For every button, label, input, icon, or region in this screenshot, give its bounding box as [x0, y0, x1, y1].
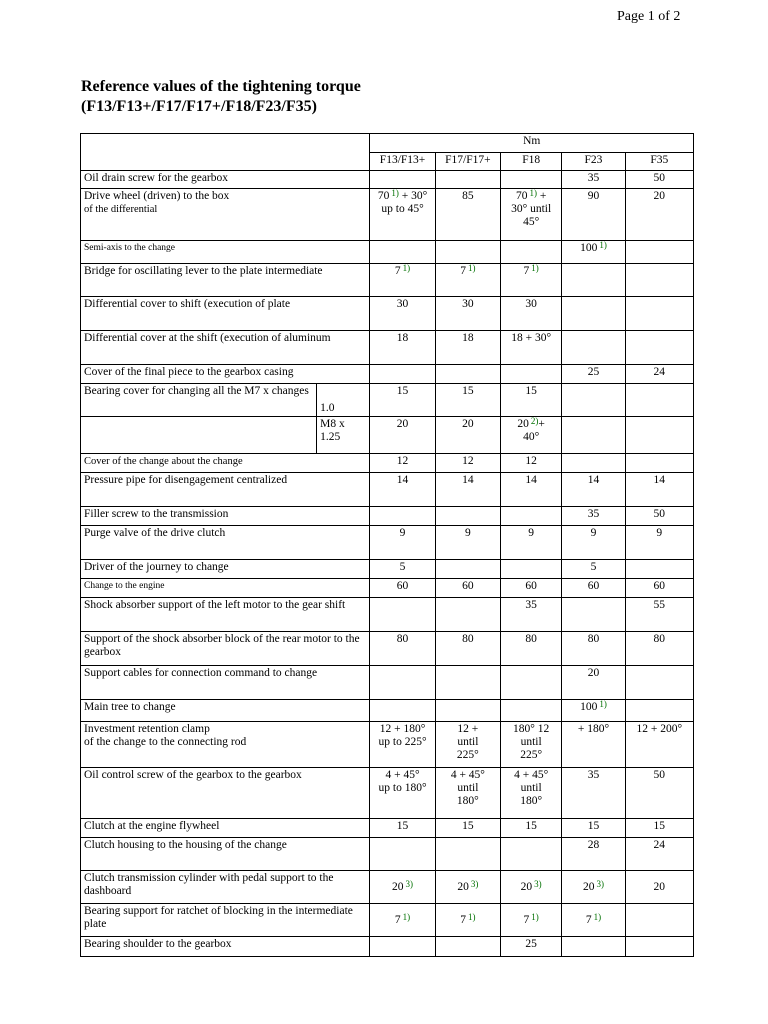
value-f17: 60	[435, 579, 500, 598]
table-row	[81, 507, 694, 526]
value-f35: 15	[625, 819, 693, 838]
value-f18: 4 + 45° until 180°	[501, 768, 562, 819]
value-f23: 100 $^{1)}$	[562, 241, 625, 264]
value-f18: 80	[501, 632, 562, 666]
value-f35: 50	[625, 768, 693, 819]
torque-table	[80, 133, 694, 957]
table-row	[81, 384, 694, 417]
value-f18: 15	[501, 819, 562, 838]
table-row	[81, 454, 694, 473]
table-row	[81, 904, 694, 937]
value-f17: 12	[435, 454, 500, 473]
value-f18: 12	[501, 454, 562, 473]
value-f18: 9	[501, 526, 562, 560]
page-number: Page 1 of 2	[617, 9, 681, 24]
value-f13: 20	[370, 417, 435, 454]
value-f13: 30	[370, 297, 435, 331]
value-f17: 85	[435, 189, 500, 241]
title-line-1: Reference values of the tightening torque	[81, 78, 361, 95]
value-f13: 4 + 45° up to 180°	[370, 768, 435, 819]
value-f18: 20 $^{3)}$	[501, 871, 562, 904]
row-spec: 1.0	[317, 384, 370, 417]
value-f23: 80	[562, 632, 625, 666]
title-line-2: (F13/F13+/F17/F17+/F18/F23/F35)	[81, 98, 317, 115]
value-f18: 25	[501, 937, 562, 957]
table-row	[81, 189, 694, 241]
value-f13: 7 $^{1)}$	[370, 904, 435, 937]
row-description: Cover of the change about the change	[81, 454, 370, 473]
value-f13: 14	[370, 473, 435, 507]
value-f35: 50	[625, 171, 693, 189]
value-f17: 18	[435, 331, 500, 365]
row-description: Bearing support for ratchet of blocking in the intermediate plate	[81, 904, 370, 937]
table-row	[81, 297, 694, 331]
row-description: Clutch at the engine flywheel	[81, 819, 370, 838]
value-f13: 7 $^{1)}$	[370, 264, 435, 297]
value-f35: 80	[625, 632, 693, 666]
value-f17: 30	[435, 297, 500, 331]
table-row	[81, 473, 694, 507]
table-row	[81, 632, 694, 666]
value-f23: 35	[562, 171, 625, 189]
value-f17: 15	[435, 384, 500, 417]
table-row	[81, 526, 694, 560]
value-f23: 100 $^{1)}$	[562, 700, 625, 722]
value-f13: 15	[370, 819, 435, 838]
value-f23: 60	[562, 579, 625, 598]
value-f23: 7 $^{1)}$	[562, 904, 625, 937]
value-f23: 35	[562, 507, 625, 526]
value-f23: 15	[562, 819, 625, 838]
value-f17: 20	[435, 417, 500, 454]
row-description: Oil control screw of the gearbox to the gearbox	[81, 768, 370, 819]
value-f18: 70 $^{1)}$ + 30° until 45°	[501, 189, 562, 241]
table-row	[81, 666, 694, 700]
row-description: Main tree to change	[81, 700, 370, 722]
value-f18: 15	[501, 384, 562, 417]
value-f23: 5	[562, 560, 625, 579]
value-f35: 9	[625, 526, 693, 560]
row-description: Filler screw to the transmission	[81, 507, 370, 526]
value-f35: 55	[625, 598, 693, 632]
row-description: Semi-axis to the change	[81, 241, 370, 264]
table-row	[81, 700, 694, 722]
row-description: Differential cover to shift (execution of plate	[81, 297, 370, 331]
value-f18: 20 $^{2)}$+ 40°	[501, 417, 562, 454]
row-description: Clutch housing to the housing of the change	[81, 838, 370, 871]
table-row	[81, 838, 694, 871]
value-f18: 35	[501, 598, 562, 632]
value-f18: 14	[501, 473, 562, 507]
value-f17: 80	[435, 632, 500, 666]
value-f13: 60	[370, 579, 435, 598]
table-row	[81, 331, 694, 365]
value-f13: 18	[370, 331, 435, 365]
value-f23: 9	[562, 526, 625, 560]
value-f13: 80	[370, 632, 435, 666]
value-f35: 14	[625, 473, 693, 507]
row-spec: M8 x 1.25	[317, 417, 370, 454]
row-description: Support of the shock absorber block of the rear motor to the gearbox	[81, 632, 370, 666]
table-row	[81, 871, 694, 904]
row-description: Investment retention clamp of the change to the connecting rod	[81, 722, 370, 768]
row-description: Pressure pipe for disengagement centralized	[81, 473, 370, 507]
value-f17: 14	[435, 473, 500, 507]
row-description: Drive wheel (driven) to the box of the differential	[81, 189, 370, 241]
value-f35: 20	[625, 189, 693, 241]
table-row	[81, 264, 694, 297]
table-row	[81, 819, 694, 838]
value-f13: 5	[370, 560, 435, 579]
table-row	[81, 722, 694, 768]
value-f23: 90	[562, 189, 625, 241]
value-f13: 15	[370, 384, 435, 417]
table-row	[81, 417, 694, 454]
value-f23: 14	[562, 473, 625, 507]
row-description: Oil drain screw for the gearbox	[81, 171, 370, 189]
column-header: F35	[625, 153, 693, 171]
document-title	[81, 77, 361, 117]
table-row	[81, 579, 694, 598]
value-f23: 28	[562, 838, 625, 871]
value-f23: 25	[562, 365, 625, 384]
value-f35: 60	[625, 579, 693, 598]
row-description: Bearing cover for changing all the M7 x changes	[81, 384, 317, 417]
value-f35: 12 + 200°	[625, 722, 693, 768]
value-f17: 20 $^{3)}$	[435, 871, 500, 904]
table-row	[81, 768, 694, 819]
value-f35: 24	[625, 838, 693, 871]
row-description: Bridge for oscillating lever to the plate intermediate	[81, 264, 370, 297]
column-header: F13/F13+	[370, 153, 435, 171]
table-row	[81, 598, 694, 632]
value-f18: 30	[501, 297, 562, 331]
column-header: F23	[562, 153, 625, 171]
value-f35: 50	[625, 507, 693, 526]
value-f23: 20	[562, 666, 625, 700]
value-f13: 9	[370, 526, 435, 560]
value-f17: 9	[435, 526, 500, 560]
table-row	[81, 365, 694, 384]
value-f18: 7 $^{1)}$	[501, 264, 562, 297]
value-f23: 35	[562, 768, 625, 819]
table-row	[81, 937, 694, 957]
value-f18: 18 + 30°	[501, 331, 562, 365]
header-unit-row	[81, 134, 694, 153]
value-f13: 70 $^{1)}$ + 30° up to 45°	[370, 189, 435, 241]
row-description: Support cables for connection command to change	[81, 666, 370, 700]
value-f35: 24	[625, 365, 693, 384]
value-f13: 12	[370, 454, 435, 473]
value-f13: 20 $^{3)}$	[370, 871, 435, 904]
value-f17: 4 + 45° until 180°	[435, 768, 500, 819]
row-description: Differential cover at the shift (execution of aluminum	[81, 331, 370, 365]
value-f17: 12 + until 225°	[435, 722, 500, 768]
column-header: F17/F17+	[435, 153, 500, 171]
value-f13: 12 + 180° up to 225°	[370, 722, 435, 768]
value-f35: 20	[625, 871, 693, 904]
table-row	[81, 560, 694, 579]
row-description: Clutch transmission cylinder with pedal support to the dashboard	[81, 871, 370, 904]
row-description: Shock absorber support of the left motor to the gear shift	[81, 598, 370, 632]
value-f18: 7 $^{1)}$	[501, 904, 562, 937]
row-description: Driver of the journey to change	[81, 560, 370, 579]
value-f23: 20 $^{3)}$	[562, 871, 625, 904]
value-f17: 7 $^{1)}$	[435, 264, 500, 297]
row-description: Change to the engine	[81, 579, 370, 598]
row-description: Purge valve of the drive clutch	[81, 526, 370, 560]
table-row	[81, 241, 694, 264]
row-description: Bearing shoulder to the gearbox	[81, 937, 370, 957]
value-f23: + 180°	[562, 722, 625, 768]
value-f18: 180° 12 until 225°	[501, 722, 562, 768]
column-header: F18	[501, 153, 562, 171]
value-f17: 7 $^{1)}$	[435, 904, 500, 937]
value-f18: 60	[501, 579, 562, 598]
unit-header: Nm	[370, 134, 694, 153]
row-description: Cover of the final piece to the gearbox casing	[81, 365, 370, 384]
table-row	[81, 171, 694, 189]
value-f17: 15	[435, 819, 500, 838]
